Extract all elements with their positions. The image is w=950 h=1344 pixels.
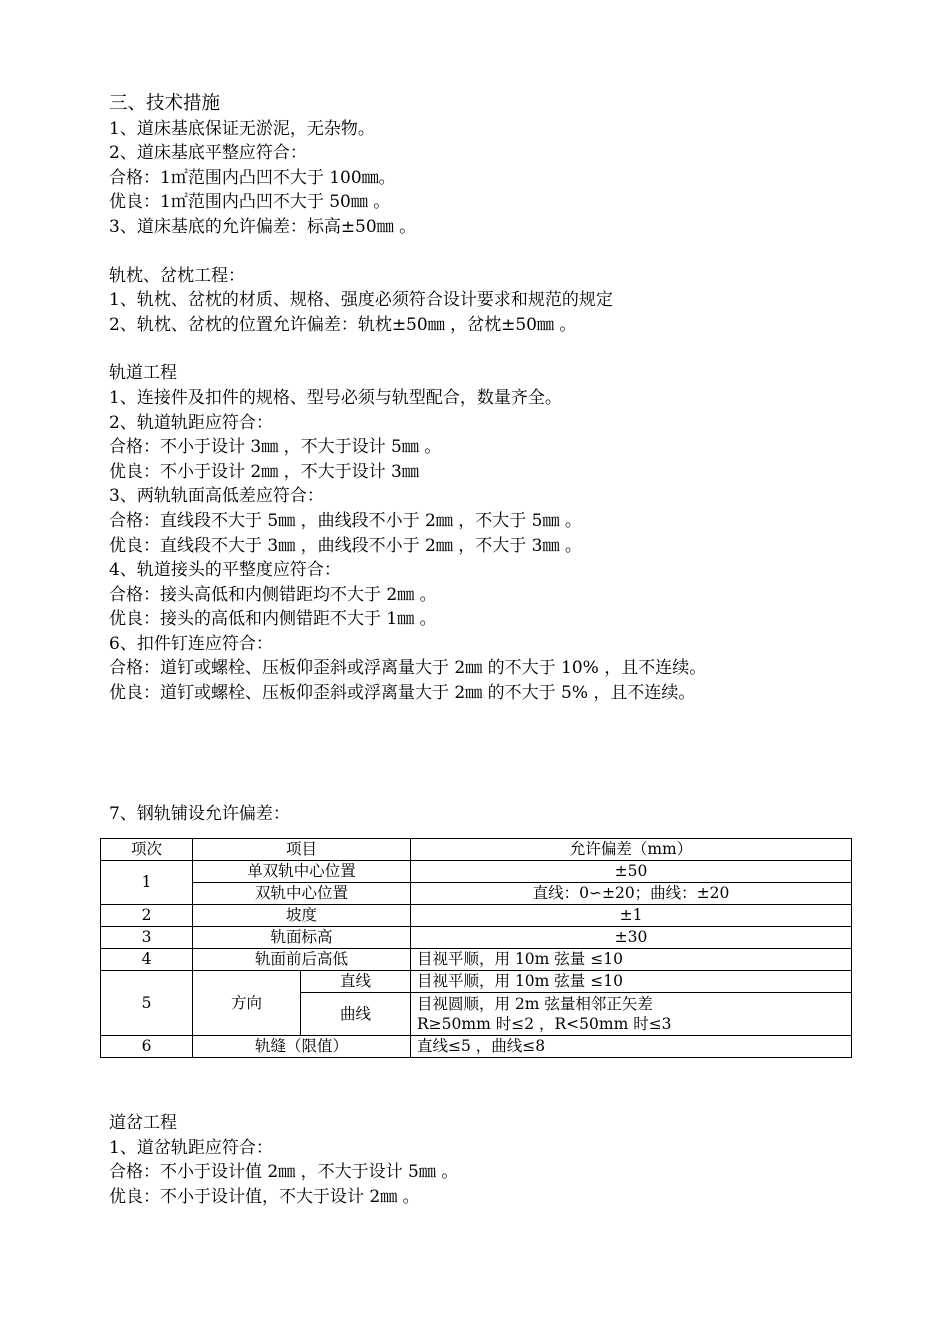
- spacer: [109, 706, 869, 802]
- value-cell: ±30: [411, 927, 852, 949]
- subsection-title: 道岔工程: [109, 1113, 177, 1133]
- value-cell: 直线：0∽±20；曲线：±20: [411, 883, 852, 905]
- table-row: [101, 971, 852, 993]
- value-line: R≥50mm 时≤2 ，R<50mm 时≤3: [417, 1015, 672, 1033]
- spacer: [109, 240, 869, 264]
- value-cell: ±1: [411, 905, 852, 927]
- table-row: [101, 861, 852, 883]
- text-line: 1、轨枕、岔枕的材质、规格、强度必须符合设计要求和规范的规定: [109, 290, 613, 311]
- row-number: 4: [101, 949, 193, 971]
- spacer: [109, 337, 869, 361]
- text-line: 合格：直线段不大于 5㎜ ，曲线段不小于 2㎜ ，不大于 5㎜ 。: [109, 510, 582, 531]
- header-cell: 项目: [193, 839, 411, 861]
- item-cell: 双轨中心位置: [193, 883, 411, 905]
- text-line: 6、扣件钉连应符合：: [109, 633, 273, 654]
- sub-item-cell: 直线: [301, 971, 411, 993]
- table-row: [101, 927, 852, 949]
- header-cell: 允许偏差（mm）: [411, 839, 852, 861]
- document-body: [109, 92, 869, 826]
- text-line: 4、轨道接头的平整度应符合：: [109, 560, 341, 581]
- table-title: 7、钢轨铺设允许偏差：: [109, 803, 290, 824]
- text-line: 合格：不小于设计值 2㎜ ，不大于设计 5㎜ 。: [109, 1162, 459, 1183]
- header-cell: 项次: [101, 839, 193, 861]
- text-line: 优良：不小于设计 2㎜ ，不大于设计 3㎜: [109, 461, 419, 482]
- text-line: 合格：1㎡范围内凸凹不大于 100㎜。: [109, 167, 396, 188]
- table-header-row: [101, 839, 852, 861]
- text-line: 优良：1㎡范围内凸凹不大于 50㎜ 。: [109, 192, 391, 213]
- subsection-title: 轨枕、岔枕工程：: [109, 265, 245, 286]
- row-number: 2: [101, 905, 193, 927]
- row-number: 3: [101, 927, 193, 949]
- text-line: 3、两轨轨面高低差应符合：: [109, 486, 324, 507]
- text-line: 优良：不小于设计值，不大于设计 2㎜ 。: [109, 1186, 420, 1207]
- item-cell: 方向: [193, 971, 301, 1036]
- text-line: 合格：道钉或螺栓、压板仰歪斜或浮离量大于 2㎜ 的不大于 10% ，且不连续。: [109, 658, 707, 679]
- item-cell: 单双轨中心位置: [193, 861, 411, 883]
- value-line: 目视圆顺，用 2m 弦量相邻正矢差: [417, 995, 653, 1013]
- text-line: 合格：不小于设计 3㎜ ，不大于设计 5㎜ 。: [109, 437, 442, 458]
- section-heading: 三、技术措施: [109, 93, 221, 114]
- value-cell: [411, 993, 852, 1036]
- item-cell: 轨缝（限值）: [193, 1036, 411, 1058]
- deviation-table: [100, 838, 852, 1058]
- text-line: 优良：道钉或螺栓、压板仰歪斜或浮离量大于 2㎜ 的不大于 5% ，且不连续。: [109, 683, 696, 704]
- turnout-section: [109, 1111, 869, 1209]
- text-line: 优良：接头的高低和内侧错距不大于 1㎜ 。: [109, 609, 437, 630]
- table-row: [101, 1036, 852, 1058]
- text-line: 优良：直线段不大于 3㎜ ，曲线段不小于 2㎜ ，不大于 3㎜ 。: [109, 535, 582, 556]
- value-cell: ±50: [411, 861, 852, 883]
- row-number: 1: [101, 861, 193, 905]
- text-line: 2、轨枕、岔枕的位置允许偏差：轨枕±50㎜ ，岔枕±50㎜ 。: [109, 314, 577, 335]
- text-line: 1、道床基底保证无淤泥，无杂物。: [109, 118, 375, 139]
- text-line: 3、道床基底的允许偏差：标高±50㎜ 。: [109, 216, 417, 237]
- text-line: 合格：接头高低和内侧错距均不大于 2㎜ 。: [109, 584, 437, 605]
- table-row: [101, 949, 852, 971]
- text-line: 1、连接件及扣件的规格、型号必须与轨型配合，数量齐全。: [109, 387, 562, 408]
- value-cell: 直线≤5 ，曲线≤8: [411, 1036, 852, 1058]
- sub-item-cell: 曲线: [301, 993, 411, 1036]
- text-line: 2、道床基底平整应符合：: [109, 143, 307, 164]
- row-number: 5: [101, 971, 193, 1036]
- subsection-title: 轨道工程: [109, 363, 177, 384]
- item-cell: 轨面标高: [193, 927, 411, 949]
- item-cell: 轨面前后高低: [193, 949, 411, 971]
- item-cell: 坡度: [193, 905, 411, 927]
- table-row: [101, 905, 852, 927]
- value-cell: 目视平顺，用 10m 弦量 ≤10: [411, 971, 852, 993]
- table-row: [101, 883, 852, 905]
- text-line: 2、轨道轨距应符合：: [109, 412, 273, 433]
- text-line: 1、道岔轨距应符合：: [109, 1137, 273, 1158]
- value-cell: 目视平顺，用 10m 弦量 ≤10: [411, 949, 852, 971]
- row-number: 6: [101, 1036, 193, 1058]
